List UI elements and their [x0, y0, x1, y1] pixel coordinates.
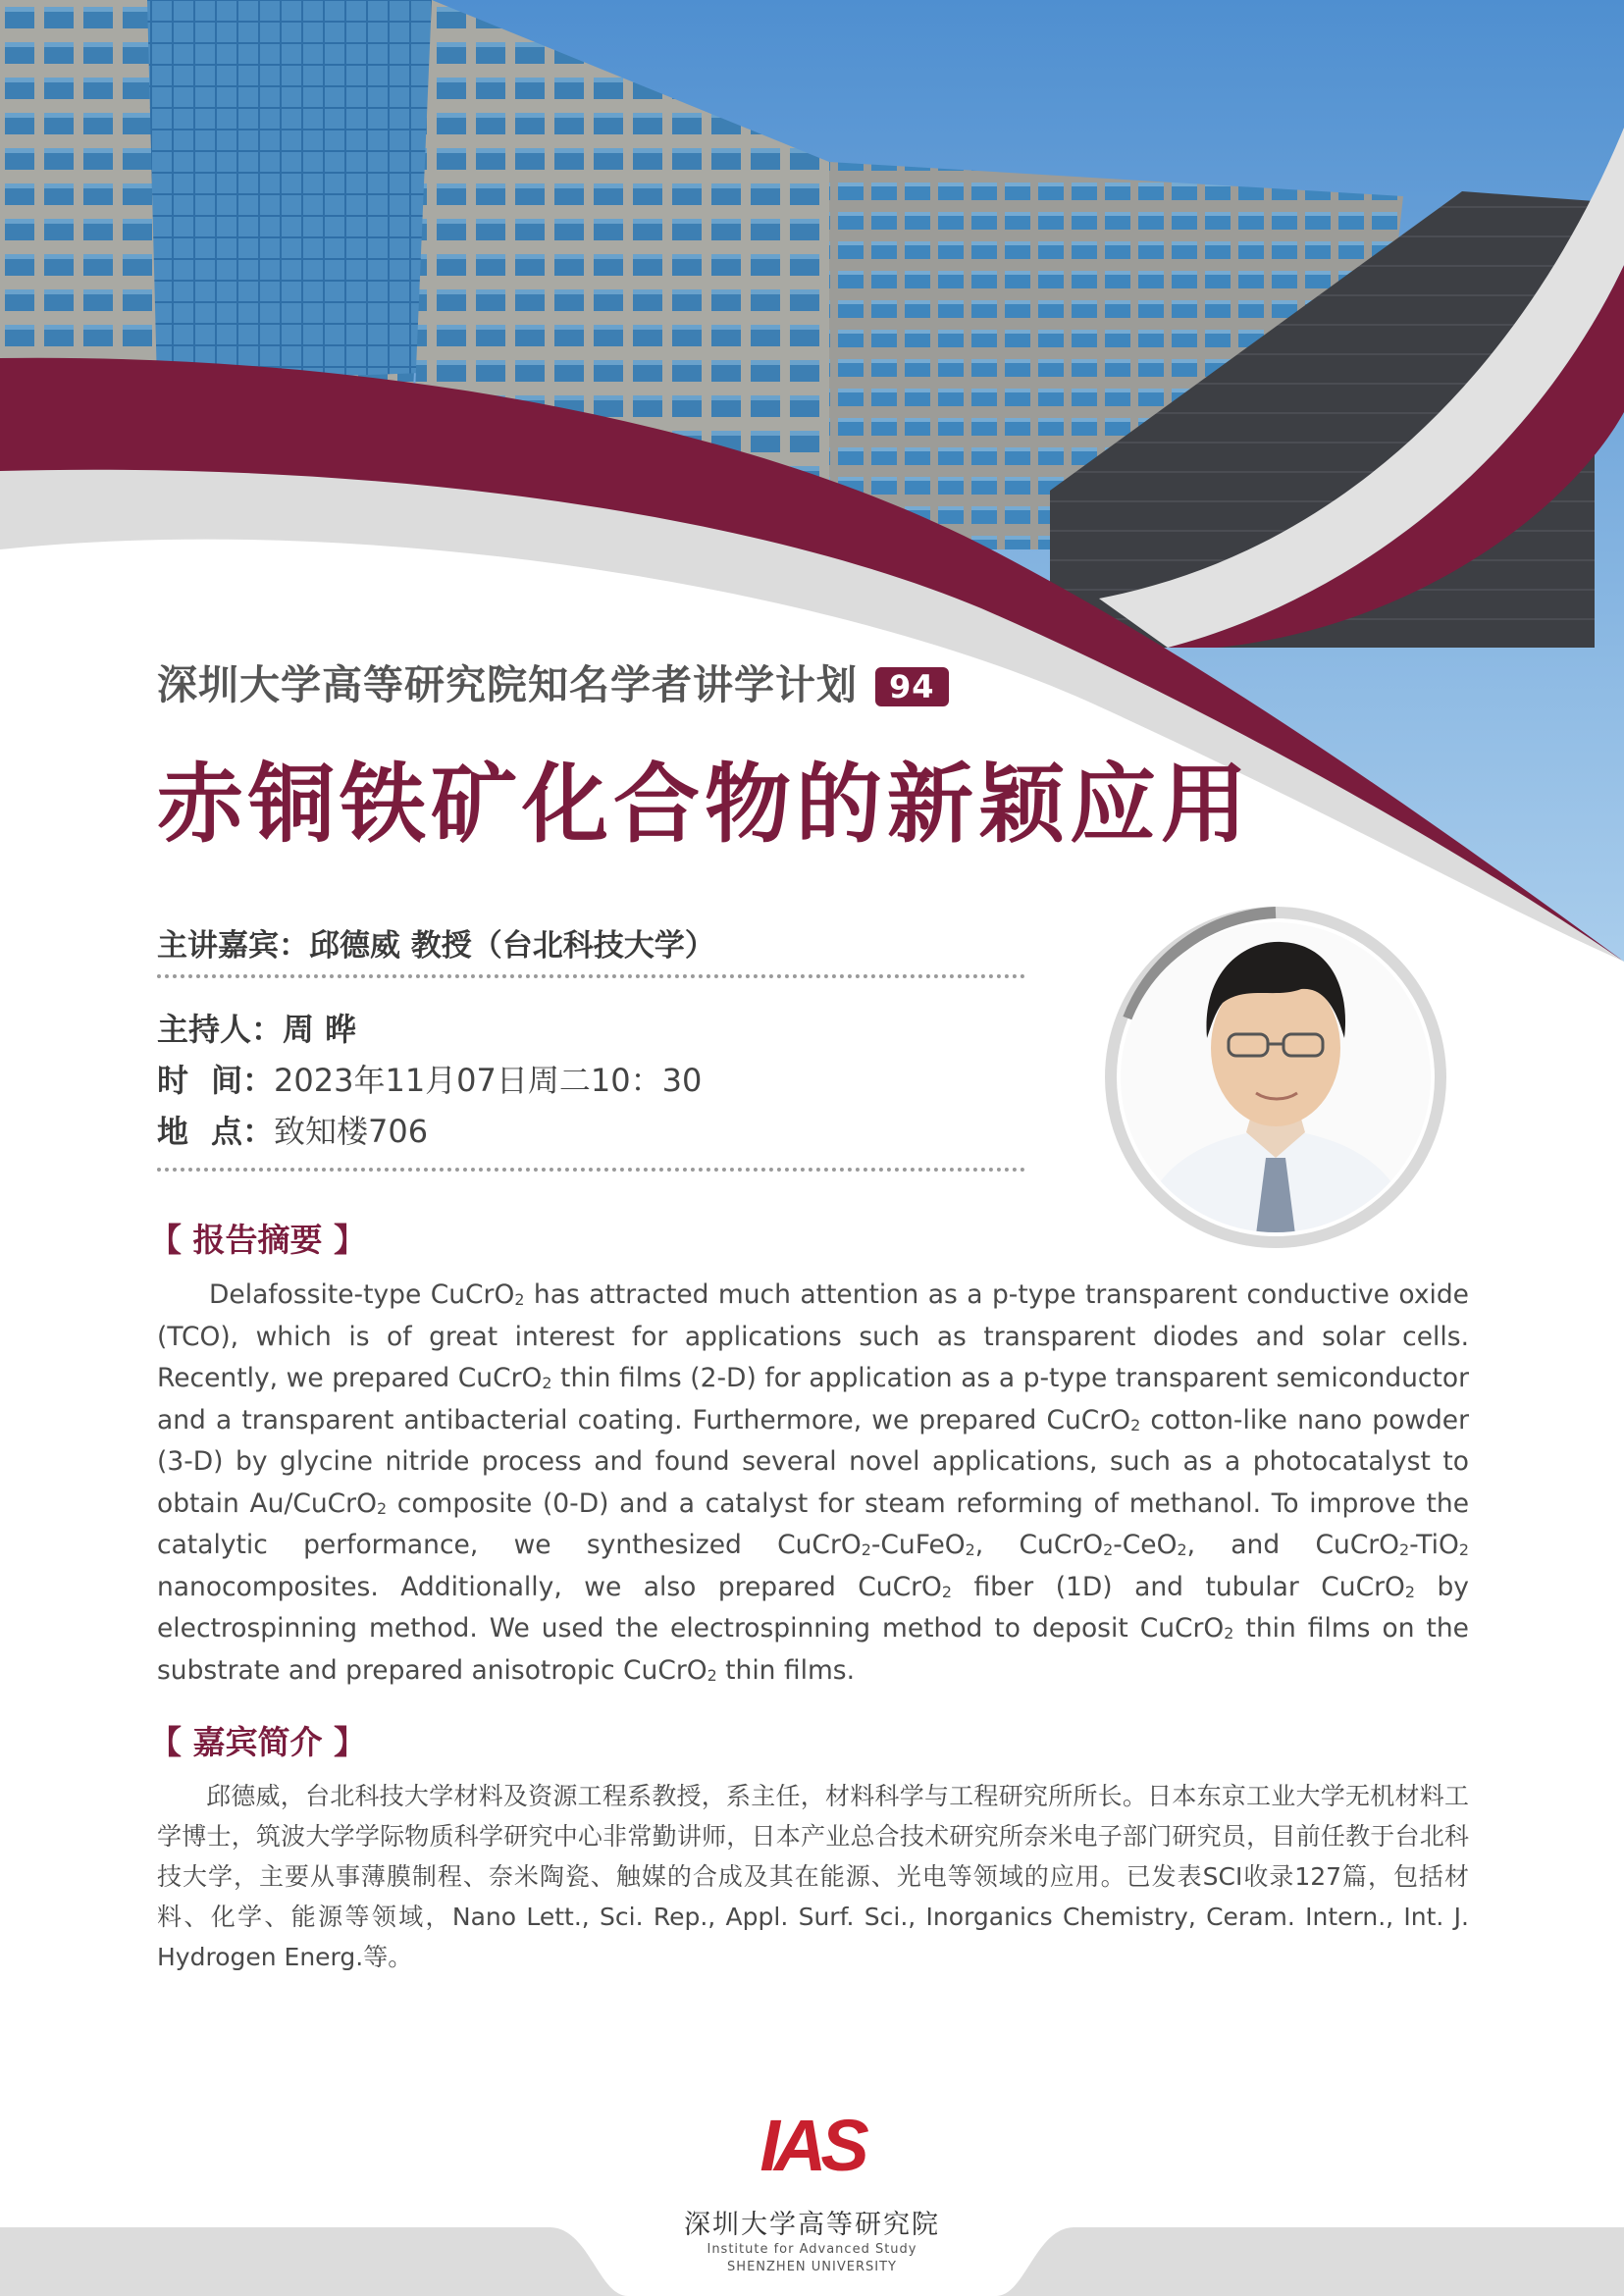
speaker-portrait: [1099, 901, 1452, 1254]
abstract-fragment: has attracted much attention as a p-type transparent conductive oxide (TCO), which is of great interest for applications such as transparent diodes and solar cells. Recently, we prepared CuCrO: [157, 1279, 1469, 1393]
abstract-fragment: by electrospinning method. We used the electrospinning method to deposit CuCrO: [157, 1571, 1469, 1644]
subscript: 2: [514, 1290, 525, 1309]
lecture-title: 赤铜铁矿化合物的新颖应用: [157, 754, 1253, 855]
subscript: 2: [1458, 1540, 1470, 1559]
subscript: 2: [965, 1540, 975, 1559]
series-text: 深圳大学高等研究院知名学者讲学计划: [157, 661, 858, 708]
host-value: 周 晔: [283, 1011, 357, 1048]
abstract-heading: 【 报告摘要 】: [149, 1221, 366, 1259]
subscript: 2: [1177, 1540, 1187, 1559]
time-row: [157, 1056, 702, 1101]
bio-heading: 【 嘉宾简介 】: [149, 1723, 366, 1761]
subscript: 2: [376, 1498, 388, 1518]
abstract-fragment: nanocomposites. Additionally, we also prepared CuCrO: [157, 1571, 942, 1602]
time-value: 2023年11月07日周二10：30: [274, 1062, 703, 1099]
series-number-badge: 94: [875, 667, 949, 706]
logo-wordmark: IAS: [760, 2110, 864, 2178]
abstract-text: [157, 1275, 1469, 1692]
place-row: [157, 1107, 428, 1152]
subscript: 2: [1130, 1415, 1141, 1435]
place-value: 致知楼706: [274, 1113, 429, 1150]
abstract-fragment: , CuCrO: [974, 1530, 1104, 1560]
org-name-en-line2: SHENZHEN UNIVERSITY: [727, 2260, 897, 2274]
abstract-fragment: -TiO: [1409, 1530, 1459, 1560]
time-label-a: 时: [157, 1062, 189, 1099]
place-label-b: 点：: [211, 1113, 275, 1150]
dotted-divider-bottom: [157, 1168, 1025, 1172]
abstract-fragment: -CeO: [1113, 1530, 1178, 1560]
subscript: 2: [861, 1540, 871, 1559]
ias-logo: [731, 2110, 893, 2178]
time-label-b: 间：: [211, 1062, 275, 1099]
abstract-fragment: , and CuCrO: [1186, 1530, 1400, 1560]
subscript: 2: [1404, 1582, 1415, 1601]
abstract-fragment: fiber (1D) and tubular CuCrO: [951, 1571, 1405, 1602]
subscript: 2: [1103, 1540, 1114, 1559]
dotted-divider-top: [157, 974, 1025, 978]
abstract-fragment: thin films.: [716, 1654, 855, 1686]
abstract-fragment: thin films on the substrate and prepared anisotropic CuCrO: [157, 1613, 1469, 1686]
subscript: 2: [1224, 1624, 1234, 1643]
subscript: 2: [1399, 1540, 1410, 1559]
subscript: 2: [941, 1582, 952, 1601]
abstract-fragment: thin films (2-D) for application as a p-type transparent semiconductor and a transparent antibacterial coating. Furthermore, we prepared CuCrO: [157, 1363, 1469, 1435]
abstract-fragment: -CuFeO: [870, 1530, 966, 1560]
host-label: 主持人：: [157, 1011, 284, 1048]
org-name-cn: 深圳大学高等研究院: [684, 2210, 940, 2240]
speaker-name: 邱德威 教授（台北科技大学）: [309, 928, 715, 964]
subscript: 2: [707, 1665, 717, 1685]
bio-text: 邱德威，台北科技大学材料及资源工程系教授，系主任，材料科学与工程研究所所长。日本东京工业大学无机材料工学博士，筑波大学学际物质科学研究中心非常勤讲师，日本产业总合技术研究所奈米电子部门研究员，目前任教于台北科技大学，主要从事薄膜制程、奈米陶瓷、触媒的合成及其在能源、光电等领域的应用。已发表SCI收录127篇，包括材料、化学、能源等领域，Nano Lett., Sci. Rep., Appl. Surf. Sci., Inorganics Chemistry, Ceram. Intern., Int. J. Hydrogen Energ.等。: [157, 1782, 1469, 1971]
host-row: [157, 1005, 356, 1050]
speaker-line: [157, 920, 715, 965]
abstract-fragment: composite (0-D) and a catalyst for steam reforming of methanol. To improve the catalytic performance, we synthesized CuCrO: [157, 1487, 1470, 1560]
lecture-series-heading: [157, 659, 949, 710]
speaker-label: 主讲嘉宾：: [157, 928, 309, 964]
org-name-en-line1: Institute for Advanced Study: [707, 2242, 917, 2257]
subscript: 2: [542, 1374, 552, 1392]
place-label-a: 地: [157, 1113, 189, 1150]
abstract-fragment: Delafossite-type CuCrO: [209, 1279, 515, 1310]
abstract-fragment: cotton-like nano powder (3-D) by glycine nitride process and found several novel applications, such as a photocatalyst to obtain Au/CuCrO: [157, 1404, 1469, 1519]
